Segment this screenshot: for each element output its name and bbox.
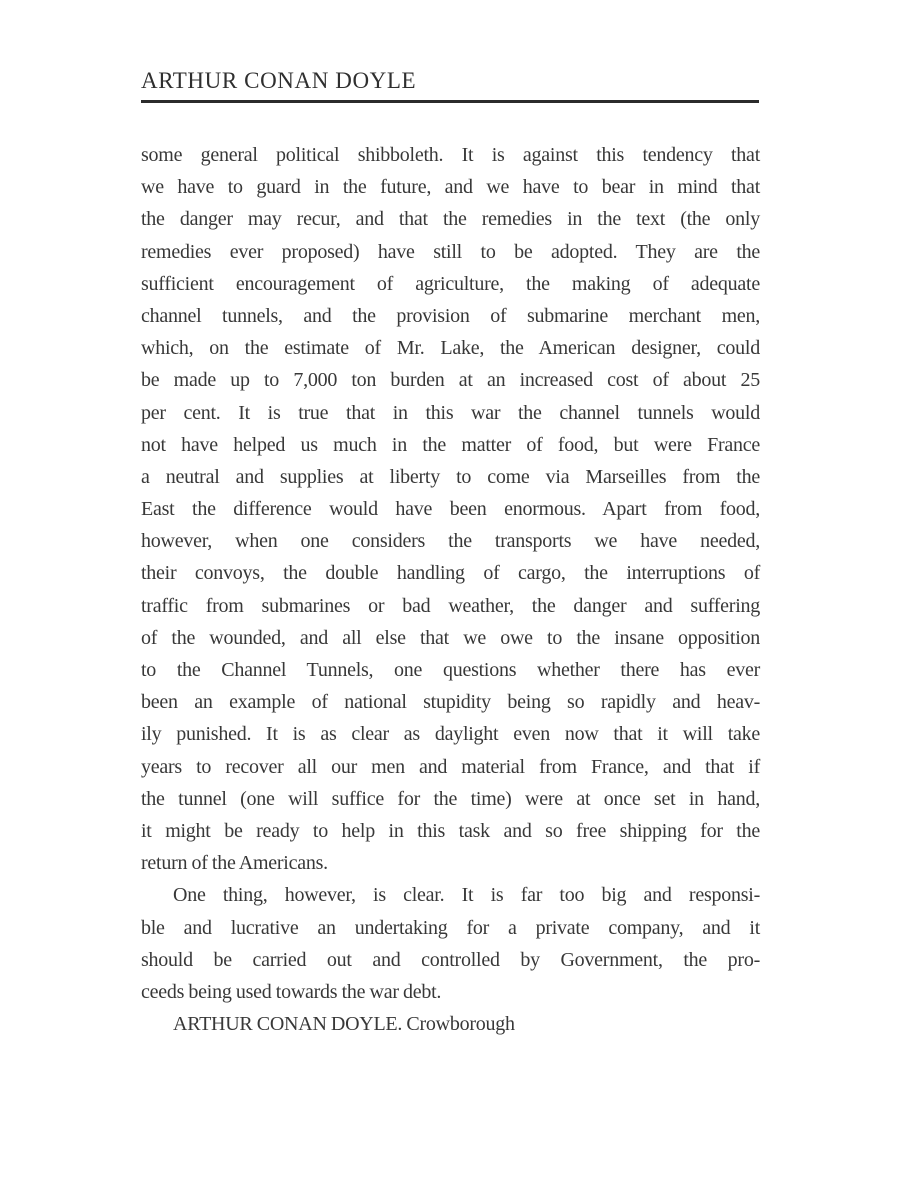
text-line: East the difference would have been enormous. Apart from food, <box>141 498 760 521</box>
text-line: ily punished. It is as clear as daylight even now that it will take <box>141 723 760 746</box>
text-line: ble and lucrative an undertaking for a private company, and it <box>141 916 760 939</box>
text-line: the tunnel (one will suffice for the time) were at once set in hand, <box>141 787 760 810</box>
text-line: been an example of national stupidity being so rapidly and heav- <box>141 691 760 714</box>
text-line: traffic from submarines or bad weather, the danger and suffering <box>141 594 760 617</box>
text-line: sufficient encouragement of agriculture, the making of adequate <box>141 272 760 295</box>
text-line: be made up to 7,000 ton burden at an increased cost of about 25 <box>141 369 760 392</box>
text-line: years to recover all our men and material from France, and that if <box>141 755 760 778</box>
text-line: some general political shibboleth. It is against this tendency that <box>141 144 760 166</box>
text-line: the danger may recur, and that the remedies in the text (the only <box>141 208 760 231</box>
text-line: per cent. It is true that in this war the channel tunnels would <box>141 401 760 424</box>
text-line: it might be ready to help in this task and so free shipping for the <box>141 819 760 842</box>
text-line: should be carried out and controlled by Government, the pro- <box>141 948 760 971</box>
text-line: a neutral and supplies at liberty to come via Marseilles from the <box>141 465 760 488</box>
header-rule <box>141 100 759 103</box>
text-line: to the Channel Tunnels, one questions whether there has ever <box>141 659 760 681</box>
text-line: One thing, however, is clear. It is far too big and responsi- <box>173 884 760 907</box>
text-line: ARTHUR CONAN DOYLE. Crowborough <box>173 1013 515 1036</box>
text-line: channel tunnels, and the provision of submarine merchant men, <box>141 304 760 327</box>
text-line: which, on the estimate of Mr. Lake, the American designer, could <box>141 337 760 360</box>
text-line: return of the Americans. <box>141 852 328 875</box>
running-header: ARTHUR CONAN DOYLE <box>141 68 417 93</box>
text-line: remedies ever proposed) have still to be adopted. They are the <box>141 240 760 263</box>
text-line: ceeds being used towards the war debt. <box>141 980 442 1003</box>
text-line: however, when one considers the transports we have needed, <box>141 530 760 553</box>
text-line: we have to guard in the future, and we have to bear in mind that <box>141 176 760 199</box>
text-line: not have helped us much in the matter of food, but were France <box>141 433 760 456</box>
text-line: their convoys, the double handling of cargo, the interruptions of <box>141 562 760 585</box>
text-line: of the wounded, and all else that we owe to the insane opposition <box>141 626 760 649</box>
body-text <box>141 139 760 1040</box>
